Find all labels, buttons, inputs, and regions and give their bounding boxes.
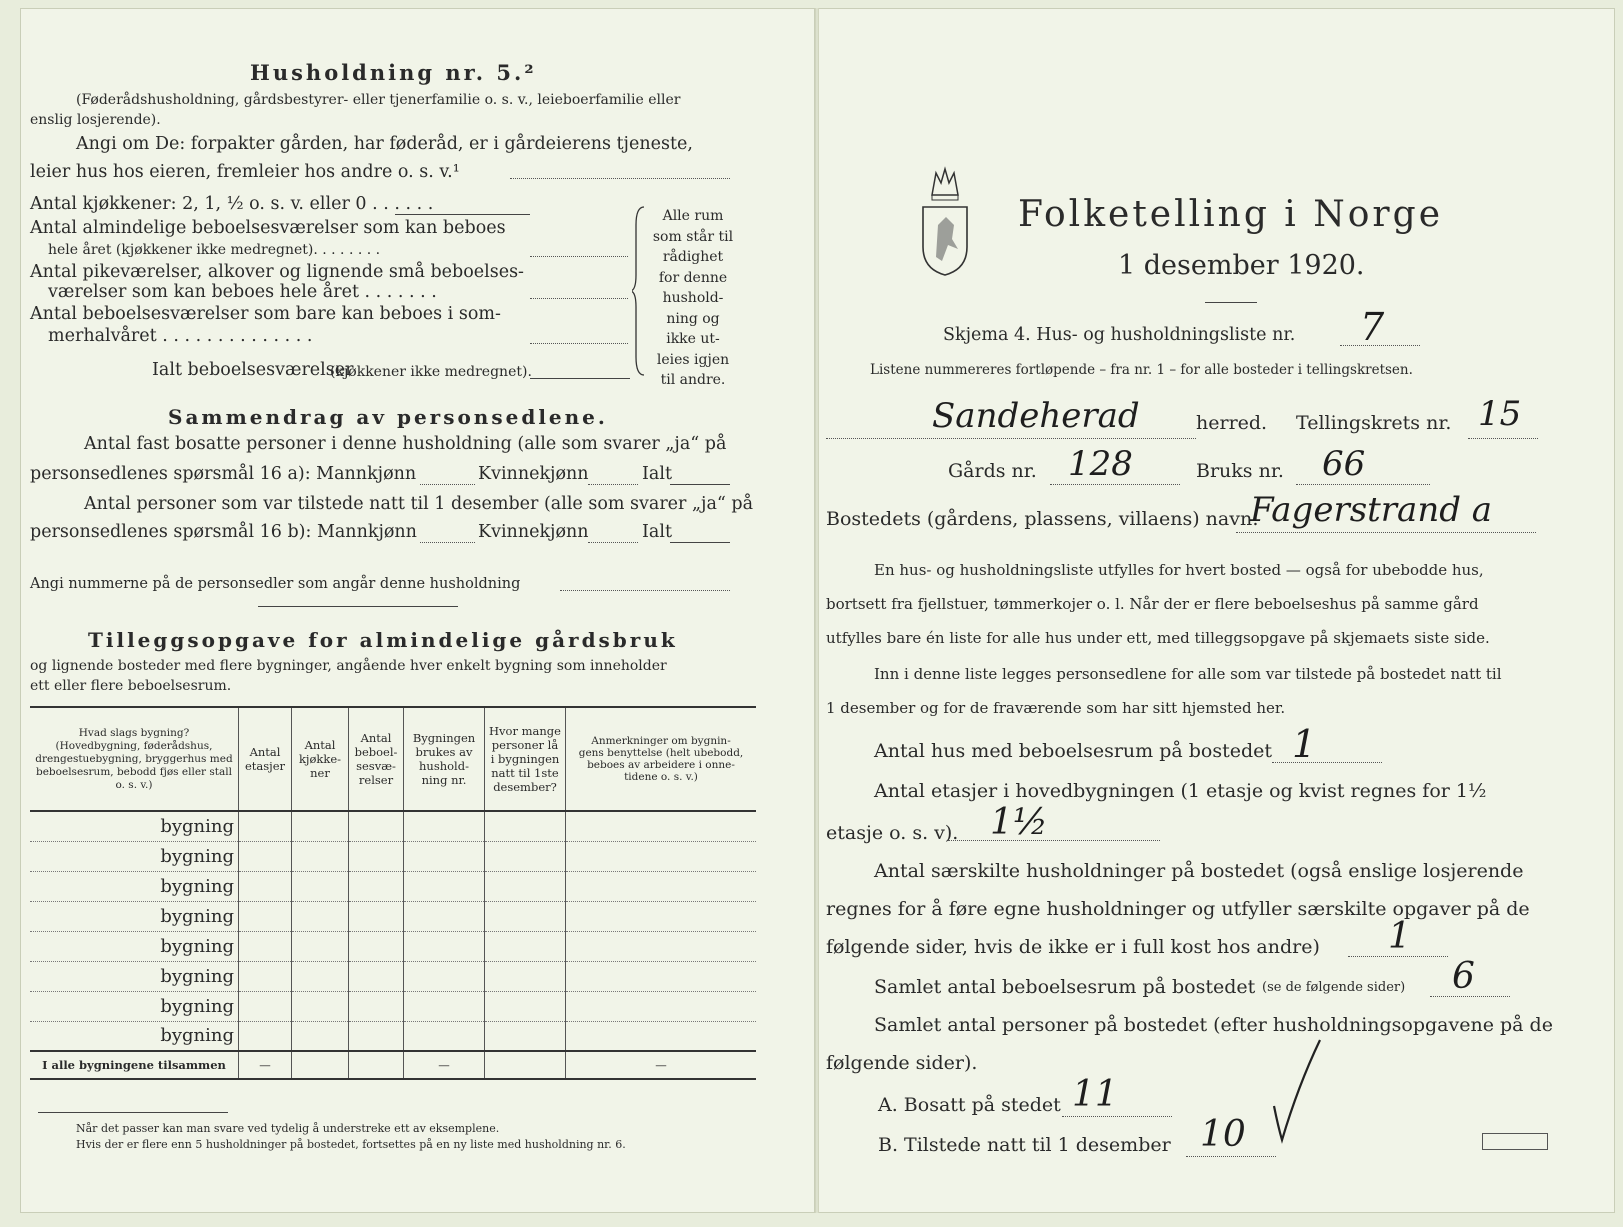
page-fold	[815, 8, 819, 1213]
skjema-nr: 7	[1360, 305, 1385, 349]
cell	[239, 811, 292, 841]
herred-line	[826, 438, 1196, 439]
ialt-line-b	[670, 542, 730, 543]
q-hus: Antal hus med beboelsesrum på bostedet	[874, 740, 1273, 762]
angi-answer-line	[510, 178, 730, 179]
col-persons: Hvor mange personer lå i bygningen natt til 1ste desember?	[485, 707, 566, 811]
tillegg-text-2: ett eller flere beboelsesrum.	[30, 678, 232, 694]
skjema-label: Skjema 4. Hus- og husholdningsliste nr.	[943, 325, 1296, 345]
cell	[485, 961, 566, 991]
cell	[485, 1051, 566, 1079]
census-date: 1 desember 1920.	[1118, 250, 1365, 281]
q-hush-value: 1	[1388, 916, 1411, 957]
summary-line-3: Antal personer som var tilstede natt til 1 desember (alle som svarer „ja“ på	[84, 494, 754, 514]
bosatt-label: A. Bosatt på stedet	[878, 1094, 1061, 1116]
col-rooms: Antal beboel- sesvæ- relser	[349, 707, 404, 811]
angi-line-2: leier hus hos eieren, fremleier hos andre o. s. v.¹	[30, 162, 460, 182]
table-row	[30, 961, 756, 991]
cell	[404, 901, 485, 931]
separator-line	[258, 606, 458, 607]
krets-label: Tellingskrets nr.	[1296, 412, 1452, 434]
instruction-4: Inn i denne liste legges personsedlene for alle som var tilstede på bostedet natt til	[874, 665, 1502, 683]
cell	[349, 1051, 404, 1079]
cell	[239, 961, 292, 991]
ialt-note: (kjøkkener ikke medregnet).	[330, 364, 532, 380]
ordinary-line	[530, 256, 628, 257]
cell	[292, 811, 349, 841]
brace-note-line: Alle rum	[662, 208, 724, 224]
coat-of-arms-icon	[918, 165, 972, 277]
summary-ialt-a: Ialt	[642, 464, 672, 484]
intro-line-1: (Føderådshusholdning, gårdsbestyrer- eller tjenerfamilie o. s. v., leieboerfamilie eller	[76, 92, 681, 108]
cell	[485, 841, 566, 871]
kvinne-line-b	[588, 542, 638, 543]
bruks-line	[1296, 484, 1430, 485]
q-etasjer-2: etasje o. s. v).	[826, 822, 959, 844]
cell	[349, 811, 404, 841]
title-rule	[1205, 302, 1257, 303]
cell	[566, 811, 757, 841]
instruction-1: En hus- og husholdningsliste utfylles for hvert bosted — også for ubebodde hus,	[874, 561, 1484, 579]
row-label: bygning	[30, 811, 239, 841]
col-floors: Antal etasjer	[239, 707, 292, 811]
summary-line-2: personsedlenes spørsmål 16 a): Mannkjønn	[30, 464, 417, 484]
ialt-line	[530, 378, 630, 379]
col-kitchens: Antal kjøkke- ner	[292, 707, 349, 811]
printer-stamp	[1482, 1133, 1548, 1150]
tillegg-text-1: og lignende bosteder med flere bygninger, angående hver enkelt bygning som inneholder	[30, 658, 667, 674]
cell	[485, 901, 566, 931]
row-label: bygning	[30, 931, 239, 961]
footnote-2: Hvis der er flere enn 5 husholdninger på bostedet, fortsettes på en ny liste med husholdning nr. 6.	[76, 1138, 626, 1151]
summary-line-4: personsedlenes spørsmål 16 b): Mannkjønn	[30, 522, 417, 542]
footnote-rule	[38, 1112, 228, 1113]
cell	[292, 901, 349, 931]
total-label: I alle bygningene tilsammen	[30, 1051, 239, 1079]
cell	[566, 901, 757, 931]
maid-line	[530, 298, 628, 299]
gards-label: Gårds nr.	[948, 460, 1037, 482]
q-rum-note: (se de følgende sider)	[1262, 980, 1406, 995]
cell	[239, 871, 292, 901]
cell	[349, 991, 404, 1021]
bosted-value: Fagerstrand a	[1250, 490, 1493, 530]
cell	[404, 1021, 485, 1051]
cell	[349, 1021, 404, 1051]
table-row	[30, 931, 756, 961]
cell	[292, 1051, 349, 1079]
nummerne-answer-line	[560, 590, 730, 591]
kitchens-line	[395, 214, 530, 215]
q-rum-value: 6	[1452, 956, 1475, 997]
q-hus-value: 1	[1292, 722, 1317, 766]
table-row	[30, 841, 756, 871]
cell	[404, 991, 485, 1021]
brace-note-line: til andre.	[660, 372, 726, 388]
intro-line-2: enslig losjerende).	[30, 112, 161, 128]
tilstede-line	[1186, 1156, 1276, 1157]
cell	[485, 991, 566, 1021]
cell	[404, 961, 485, 991]
instruction-2: bortsett fra fjellstuer, tømmerkojer o. l. Når der er flere beboelseshus på samme gård	[826, 595, 1479, 613]
cell	[292, 871, 349, 901]
cell	[292, 1021, 349, 1051]
cell	[566, 841, 757, 871]
cell	[404, 841, 485, 871]
bruks-value: 66	[1322, 444, 1366, 484]
q-etasjer-line	[948, 840, 1160, 841]
gards-line	[1050, 484, 1180, 485]
tilstede-label: B. Tilstede natt til 1 desember	[878, 1134, 1171, 1156]
herred-label: herred.	[1196, 412, 1268, 434]
total-dash: —	[566, 1051, 757, 1079]
cell	[566, 991, 757, 1021]
instruction-3: utfylles bare én liste for alle hus under ett, med tilleggsopgave på skjemaets siste side.	[826, 629, 1490, 647]
herred-value: Sandeherad	[932, 396, 1140, 436]
cell	[349, 871, 404, 901]
col-remarks: Anmerkninger om bygnin- gens benyttelse (helt ubebodd, beboes av arbeidere i onne- tidene o. s. v.)	[566, 707, 757, 811]
rooms-summer-1: Antal beboelsesværelser som bare kan beboes i som-	[30, 304, 501, 324]
cell	[485, 811, 566, 841]
rooms-ordinary-1: Antal almindelige beboelsesværelser som kan beboes	[30, 218, 506, 238]
buildings-table	[30, 706, 756, 1080]
household-title: Husholdning nr. 5.²	[250, 60, 537, 85]
summer-line	[530, 343, 628, 344]
summary-kvinne-b: Kvinnekjønn	[478, 522, 589, 542]
cell	[566, 961, 757, 991]
tilstede-value: 10	[1200, 1114, 1246, 1155]
cell	[566, 931, 757, 961]
table-row	[30, 901, 756, 931]
bruks-label: Bruks nr.	[1196, 460, 1284, 482]
row-label: bygning	[30, 961, 239, 991]
cell	[292, 841, 349, 871]
table-row	[30, 1021, 756, 1051]
bosted-line	[1236, 532, 1536, 533]
total-dash: —	[239, 1051, 292, 1079]
cell	[292, 961, 349, 991]
q-hush-1: Antal særskilte husholdninger på bostedet (også enslige losjerende	[874, 860, 1524, 882]
ialt-label: Ialt beboelsesværelser	[152, 360, 354, 380]
brace-note-line: leies igjen	[656, 351, 730, 368]
cell	[239, 841, 292, 871]
brace-note	[652, 206, 734, 391]
row-label: bygning	[30, 841, 239, 871]
cell	[404, 811, 485, 841]
q-pers-2: følgende sider).	[826, 1052, 978, 1074]
rooms-ordinary-2: hele året (kjøkkener ikke medregnet). . . . . . . .	[48, 242, 381, 258]
bosatt-line	[1062, 1116, 1172, 1117]
instruction-5: 1 desember og for de fraværende som har sitt hjemsted her.	[826, 699, 1286, 717]
brace-note-line: for denne	[658, 269, 728, 286]
brace	[632, 205, 652, 377]
q-hus-line	[1272, 762, 1382, 763]
checkmark-icon	[1270, 1036, 1330, 1146]
tillegg-title: Tilleggsopgave for almindelige gårdsbruk	[88, 628, 678, 652]
table-row	[30, 871, 756, 901]
angi-line-1: Angi om De: forpakter gården, har føderåd, er i gårdeierens tjeneste,	[76, 134, 693, 154]
cell	[239, 991, 292, 1021]
nummerne-line: Angi nummerne på de personsedler som angår denne husholdning	[30, 576, 521, 592]
col-household-nr: Bygningen brukes av hushold- ning nr.	[404, 707, 485, 811]
q-etasjer-1: Antal etasjer i hovedbygningen (1 etasje og kvist regnes for 1½	[874, 780, 1487, 802]
cell	[239, 931, 292, 961]
q-etasjer-value: 1½	[990, 802, 1048, 843]
gards-value: 128	[1068, 444, 1133, 484]
cell	[404, 871, 485, 901]
q-hush-3: følgende sider, hvis de ikke er i full kost hos andre)	[826, 936, 1320, 958]
cell	[485, 1021, 566, 1051]
q-hush-2: regnes for å føre egne husholdninger og utfyller særskilte opgaver på de	[826, 898, 1530, 920]
cell	[349, 841, 404, 871]
cell	[404, 931, 485, 961]
total-row	[30, 1051, 756, 1079]
mann-line-a	[420, 484, 475, 485]
summary-line-1: Antal fast bosatte personer i denne husholdning (alle som svarer „ja“ på	[84, 434, 727, 454]
summary-ialt-b: Ialt	[642, 522, 672, 542]
bosatt-value: 11	[1072, 1074, 1118, 1115]
q-rum: Samlet antal beboelsesrum på bostedet	[874, 976, 1256, 998]
summary-kvinne-a: Kvinnekjønn	[478, 464, 589, 484]
brace-note-line: ikke ut-	[666, 331, 720, 347]
cell	[239, 1021, 292, 1051]
cell	[566, 1021, 757, 1051]
table-row	[30, 811, 756, 841]
cell	[292, 991, 349, 1021]
rooms-kitchens: Antal kjøkkener: 2, 1, ½ o. s. v. eller 0 . . . . . .	[30, 194, 434, 214]
row-label: bygning	[30, 1021, 239, 1051]
row-label: bygning	[30, 871, 239, 901]
krets-value: 15	[1478, 394, 1522, 434]
q-pers-1: Samlet antal personer på bostedet (efter husholdningsopgavene på de	[874, 1014, 1553, 1036]
cell	[239, 901, 292, 931]
brace-note-line: ning og	[666, 310, 720, 327]
bosted-label: Bostedets (gårdens, plassens, villaens) navn:	[826, 508, 1259, 530]
rooms-maid-2: værelser som kan beboes hele året . . . . . . .	[48, 282, 437, 302]
row-label: bygning	[30, 991, 239, 1021]
listene-note: Listene nummereres fortløpende – fra nr. 1 – for alle bosteder i tellingskretsen.	[870, 362, 1413, 378]
mann-line-b	[420, 542, 475, 543]
cell	[349, 901, 404, 931]
table-row	[30, 991, 756, 1021]
brace-note-line: rådighet	[662, 249, 724, 265]
rooms-maid-1: Antal pikeværelser, alkover og lignende små beboelses-	[30, 262, 524, 282]
col-building-type: Hvad slags bygning? (Hovedbygning, føderådshus, drengestuebygning, bryggerhus med beboelsesrum, bebodd fjøs eller stall o. s. v.)	[35, 726, 233, 791]
cell	[485, 931, 566, 961]
cell	[292, 931, 349, 961]
footnote-1: Når det passer kan man svare ved tydelig å understreke ett av eksemplene.	[76, 1122, 500, 1135]
summary-title: Sammendrag av personsedlene.	[168, 405, 608, 429]
cell	[349, 961, 404, 991]
total-dash: —	[404, 1051, 485, 1079]
cell	[349, 931, 404, 961]
cell	[566, 871, 757, 901]
cell	[485, 871, 566, 901]
ialt-line-a	[670, 484, 730, 485]
kvinne-line-a	[588, 484, 638, 485]
brace-note-line: som står til	[652, 228, 734, 245]
rooms-summer-2: merhalvåret . . . . . . . . . . . . . .	[48, 326, 313, 346]
census-title: Folketelling i Norge	[1018, 194, 1443, 235]
brace-note-line: hushold-	[662, 290, 724, 306]
krets-line	[1468, 438, 1538, 439]
row-label: bygning	[30, 901, 239, 931]
